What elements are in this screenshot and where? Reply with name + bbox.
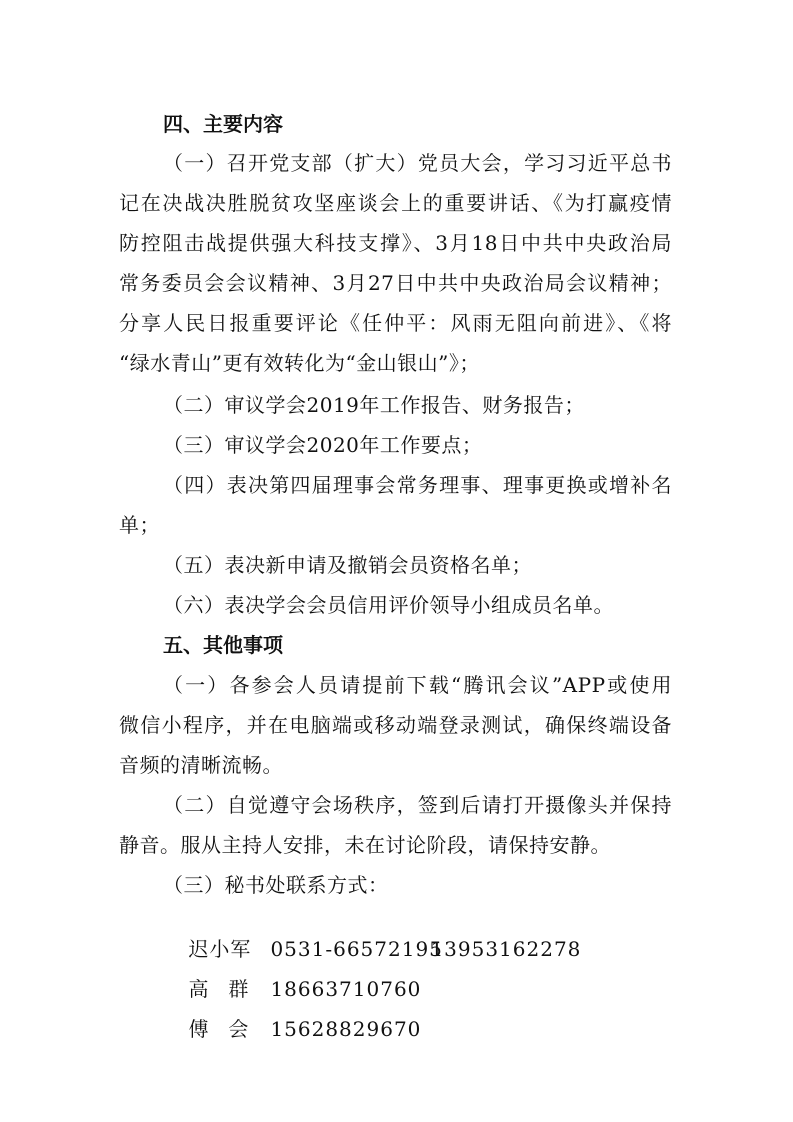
paragraph-line: 防控阻击战提供强大科技支撑》、3月18日中共中央政治局 — [119, 231, 672, 255]
paragraph-line: （六）表决学会会员信用评价领导小组成员名单。 — [163, 593, 614, 617]
contact-name: 迟小军 — [188, 937, 252, 961]
paragraph-line: （二）自觉遵守会场秩序，签到后请打开摄像头并保持 — [163, 793, 672, 817]
paragraph-line: （五）表决新申请及撤销会员资格名单； — [163, 553, 532, 577]
contact-mobile: 13953162278 — [430, 937, 582, 961]
paragraph-line: （三）秘书处联系方式： — [163, 873, 389, 897]
contact-phone: 0531-66572195 — [270, 937, 443, 961]
paragraph-line: “绿水青山”更有效转化为“金山银山”》； — [119, 351, 480, 375]
contact-name: 傅 会 — [188, 1017, 249, 1041]
contact-phone: 15628829670 — [270, 1017, 422, 1041]
paragraph-line: （一）各参会人员请提前下载“腾讯会议”APP或使用 — [163, 673, 672, 697]
paragraph-line: 微信小程序，并在电脑端或移动端登录测试，确保终端设备 — [119, 713, 672, 737]
contact-name: 高 群 — [188, 977, 249, 1001]
paragraph-line: 单； — [119, 513, 160, 537]
contact-row — [163, 989, 430, 1066]
section-heading-main-content: 四、主要内容 — [163, 112, 283, 136]
paragraph-line: 音频的清晰流畅。 — [119, 753, 283, 777]
paragraph-line: 记在决战决胜脱贫攻坚座谈会上的重要讲话、《为打赢疫情 — [119, 191, 672, 215]
paragraph-line: （二）审议学会2019年工作报告、财务报告； — [163, 393, 585, 417]
section-heading-other-matters: 五、其他事项 — [163, 633, 283, 657]
paragraph-line: （四）表决第四届理事会常务理事、理事更换或增补名 — [163, 473, 672, 497]
paragraph-line: 常务委员会会议精神、3月27日中共中央政治局会议精神； — [119, 271, 672, 295]
paragraph-line: （一）召开党支部（扩大）党员大会，学习习近平总书 — [163, 151, 672, 175]
contact-phone: 18663710760 — [270, 977, 422, 1001]
paragraph-line: （三）审议学会2020年工作要点； — [163, 433, 483, 457]
paragraph-line: 分享人民日报重要评论《任仲平：风雨无阻向前进》、《将 — [119, 311, 672, 335]
paragraph-line: 静音。服从主持人安排，未在讨论阶段，请保持安静。 — [119, 833, 611, 857]
